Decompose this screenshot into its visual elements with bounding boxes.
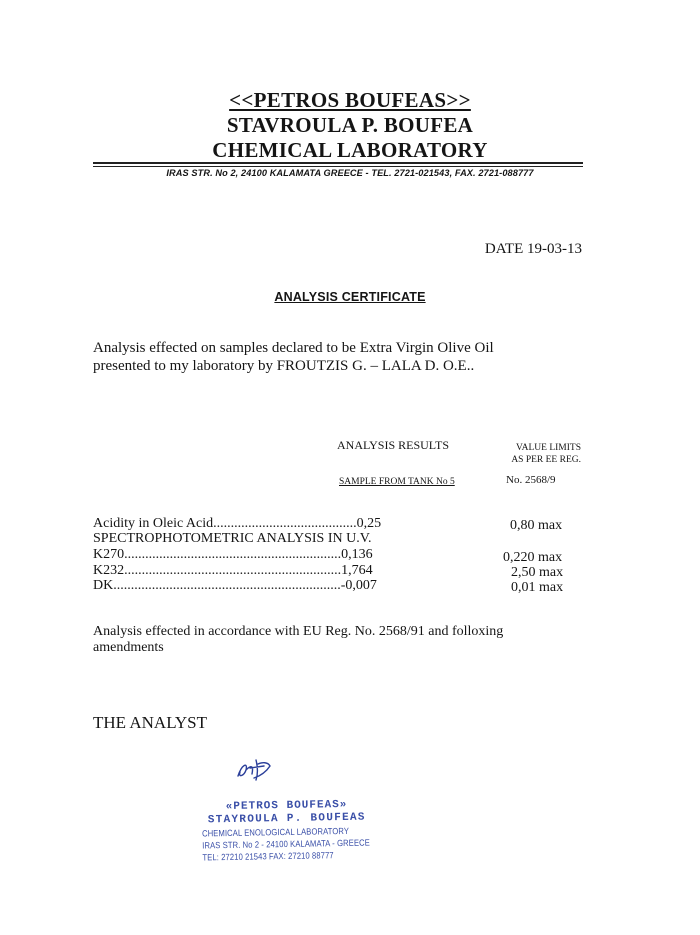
letterhead-rule-thin xyxy=(93,166,583,167)
letterhead-line-2: STAVROULA P. BOUFEA xyxy=(226,113,474,137)
result-value: -0,007 xyxy=(340,578,377,593)
intro-line-1: Analysis effected on samples declared to be Extra Virgin Olive Oil xyxy=(93,340,494,356)
result-label: K270.............................................................. xyxy=(93,547,342,562)
result-row-k232 xyxy=(93,563,373,579)
letterhead-line-3: CHEMICAL LABORATORY xyxy=(212,138,488,162)
limits-header xyxy=(502,442,581,466)
stamp-line-4: IRAS STR. No 2 - 24100 KALAMATA - GREECE xyxy=(202,837,370,851)
limit-k232: 2,50 max xyxy=(511,565,564,580)
limit-acidity: 0,80 max xyxy=(510,518,563,533)
handwritten-signature xyxy=(234,754,274,784)
result-value: 0,136 xyxy=(341,547,373,562)
letterhead-address: IRAS STR. No 2, 24100 KALAMATA GREECE - TEL. 2721-021543, FAX. 2721-088777 xyxy=(166,168,534,178)
laboratory-stamp xyxy=(201,799,372,863)
result-row-dk xyxy=(93,578,377,594)
result-row-acidity xyxy=(93,516,381,532)
limits-header-line-1: VALUE LIMITS xyxy=(515,443,581,453)
compliance-note xyxy=(93,624,503,656)
result-label: SPECTROPHOTOMETRIC ANALYSIS IN U.V. xyxy=(93,531,372,546)
stamp-line-5: TEL: 27210 21543 FAX: 27210 88777 xyxy=(202,850,334,863)
result-row-spectro-heading xyxy=(93,531,372,547)
regulation-number: No. 2568/9 xyxy=(506,474,556,486)
result-value: 0,25 xyxy=(356,516,382,531)
compliance-note-line-2: amendments xyxy=(93,640,164,655)
result-label: DK................................................................. xyxy=(93,578,341,593)
result-value: 1,764 xyxy=(341,563,373,578)
result-row-k270 xyxy=(93,547,373,563)
result-label: K232.............................................................. xyxy=(93,563,342,578)
analyst-label: THE ANALYST xyxy=(93,713,207,732)
limits-header-line-2: AS PER EE REG. xyxy=(511,455,581,465)
sample-label: SAMPLE FROM TANK No 5 xyxy=(339,477,455,487)
stamp-line-2: STAYROULA P. BOUFEAS xyxy=(207,811,366,827)
limit-dk: 0,01 max xyxy=(511,580,564,595)
stamp-line-3: CHEMICAL ENOLOGICAL LABORATORY xyxy=(201,825,350,839)
stamp-line-1: «PETROS BOUFEAS» xyxy=(225,798,348,814)
certificate-title: ANALYSIS CERTIFICATE xyxy=(274,290,426,304)
intro-line-2: presented to my laboratory by FROUTZIS G. – LALA D. O.E.. xyxy=(93,358,475,374)
limit-k270: 0,220 max xyxy=(503,550,563,565)
compliance-note-line-1: Analysis effected in accordance with EU Reg. No. 2568/91 and folloxing xyxy=(93,624,504,639)
results-header: ANALYSIS RESULTS xyxy=(337,438,450,452)
intro-paragraph xyxy=(93,339,494,375)
letterhead-line-1: <<PETROS BOUFEAS>> xyxy=(229,88,471,112)
letterhead-rule xyxy=(93,162,583,164)
result-label: Acidity in Oleic Acid......................................... xyxy=(93,516,357,531)
document-date: DATE 19-03-13 xyxy=(484,241,582,257)
